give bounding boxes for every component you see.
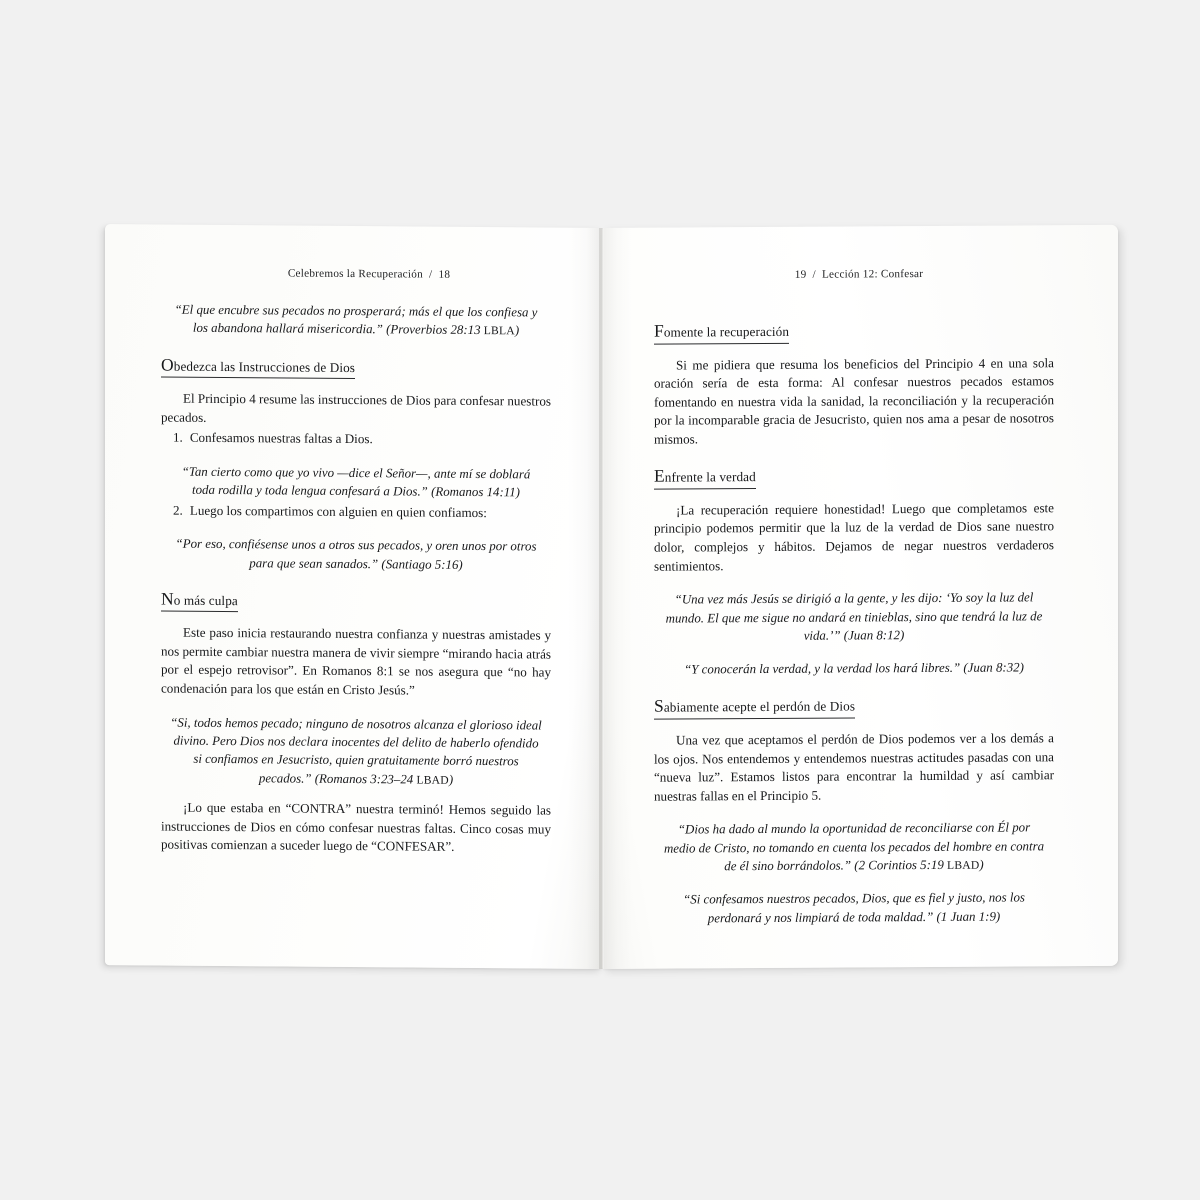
bible-version-abbrev: LBAD — [947, 858, 980, 872]
scripture-quote — [161, 463, 551, 503]
bible-version-abbrev: LBLA — [483, 324, 515, 338]
body-paragraph: El Principio 4 resume las instrucciones de Dios para confesar nuestros pecados. — [161, 390, 551, 425]
heading-initial-cap: E — [654, 466, 665, 487]
scripture-text: “Dios ha dado al mundo la oportunidad de reconciliarse con Él por medio de Cristo, no tomando en cuenta los pecados del hombre en contra de él sino borrándolos.” (2 Corintios 5:19 — [663, 820, 1045, 874]
heading-initial-cap: N — [161, 588, 174, 609]
section-heading — [161, 588, 238, 612]
page-left-text-column — [161, 267, 551, 858]
scripture-text: “Y conocerán la verdad, y la verdad los hará libres.” (Juan 8:32) — [684, 660, 1024, 677]
section-heading — [654, 468, 756, 489]
section-heading — [161, 354, 356, 379]
scripture-quote — [161, 301, 551, 341]
heading-row — [654, 447, 1054, 490]
scripture-citation-tail: ) — [448, 772, 454, 787]
running-head-right: 19 / Lección 12: Confesar — [794, 268, 924, 281]
scripture-text: “Una vez más Jesús se dirigió a la gente, y les dijo: ‘Yo soy la luz del mundo. El que me sigue no andará en tinieblas, sino que tendrá la luz de vida.’” (Juan 8:12) — [665, 590, 1043, 643]
page-left-blocks — [161, 301, 551, 858]
bible-version-abbrev: LBAD — [416, 773, 449, 787]
scripture-citation-tail: ) — [979, 857, 984, 872]
heading-text: nfrente la verdad — [664, 469, 756, 486]
heading-text: bedezca las Instrucciones de Dios — [173, 358, 356, 375]
list-item-number: 2. — [173, 502, 183, 518]
list-item-number: 1. — [173, 430, 183, 446]
list-item-text: Luego los compartimos con alguien en quien confiamos: — [189, 502, 487, 520]
heading-row — [654, 677, 1054, 720]
scripture-text: “Si confesamos nuestros pecados, Dios, que es fiel y justo, nos los perdonará y nos limpiará de toda maldad.” (1 Juan 1:9) — [683, 890, 1025, 926]
scripture-quote — [654, 588, 1054, 645]
scripture-quote — [654, 658, 1054, 679]
page-right-text-column — [654, 267, 1054, 927]
scripture-text: “Tan cierto como que yo vivo —dice el Señor—, ante mí se doblará toda rodilla y toda lengua confesará a Dios.” (Romanos 14:11) — [181, 464, 531, 500]
scripture-quote — [654, 889, 1054, 928]
scripture-citation-tail: ) — [514, 323, 520, 338]
book-page-right — [602, 225, 1118, 969]
section-heading — [654, 698, 855, 720]
heading-text: abiamente acepte el perdón de Dios — [663, 698, 856, 716]
body-paragraph: Una vez que aceptamos el perdón de Dios podemos ver a los demás a los ojos. Nos entendemos y entendemos nuestras actitudes pasadas con una “nueva luz”. Estamos listos para encontrar la humildad y así cambiar nuestras fallas en el Principio 5. — [654, 730, 1054, 804]
section-heading — [654, 320, 790, 344]
heading-text: o más culpa — [173, 592, 238, 608]
body-paragraph: ¡Lo que estaba en “CONTRA” nuestra terminó! Hemos seguido las instrucciones de Dios en cómo confesar nuestras faltas. Cinco cosas muy positivas comienzan a suceder luego de “CONFESAR”. — [161, 799, 551, 855]
heading-row — [161, 571, 551, 615]
body-paragraph: Si me pidiera que resuma los beneficios del Principio 4 en una sola oración sería de esta forma: Al confesar nuestros pecados estamos fomentando en nuestra vida la sanidad, la reconciliación y la recuperación por la incomparable gracia de Jesucristo, quien nos ama a pesar de nosotros mismos. — [654, 354, 1054, 447]
body-paragraph: ¡La recuperación requiere honestidad! Luego que completamos este principio podemos permitir que la luz de la verdad de Dios sane nuestro dolor, complejos y hábitos. Dejamos de negar nuestros verdaderos sentimientos. — [654, 500, 1054, 574]
scripture-text: “Si, todos hemos pecado; ninguno de nosotros alcanza el glorioso ideal divino. Pero Dios nos declara inocentes del delito de haberlo ofendido si confiamos en Jesucristo, quien gratuitamente borró nuestros pecados.” (Romanos 3:23–24 — [170, 715, 542, 787]
heading-initial-cap: O — [161, 354, 174, 375]
running-head-left: Celebremos la Recuperación / 18 — [287, 267, 451, 281]
heading-text: omente la recuperación — [663, 323, 790, 340]
body-paragraph: Este paso inicia restaurando nuestra confianza y nuestras amistades y nos permite cambiar nuestra manera de vivir siempre “mirando hacia atrás por el espejo retrovisor”. En Romanos 8:1 se nos asegura que “no hay condenación para los que están en Cristo Jesús.” — [161, 625, 551, 698]
heading-initial-cap: F — [654, 320, 664, 341]
numbered-list-item — [161, 429, 551, 451]
scripture-quote — [161, 713, 551, 789]
scripture-text: “Por eso, confiésense unos a otros sus pecados, y oren unos por otros para que sean sanados.” (Santiago 5:16) — [175, 536, 537, 572]
scripture-text: “El que encubre sus pecados no prosperará; más el que los confiesa y los abandona hallará misericordia.” (Proverbios 28:13 — [174, 302, 538, 338]
open-book — [105, 228, 1118, 969]
book-page-left — [105, 224, 602, 969]
heading-row — [654, 301, 1054, 344]
numbered-list-item — [161, 501, 551, 523]
heading-initial-cap: S — [654, 696, 664, 717]
scripture-quote — [161, 535, 551, 575]
page-right-blocks — [654, 301, 1054, 927]
list-item-text: Confesamos nuestras faltas a Dios. — [189, 430, 373, 447]
scripture-quote — [654, 819, 1054, 877]
heading-row — [161, 337, 551, 381]
